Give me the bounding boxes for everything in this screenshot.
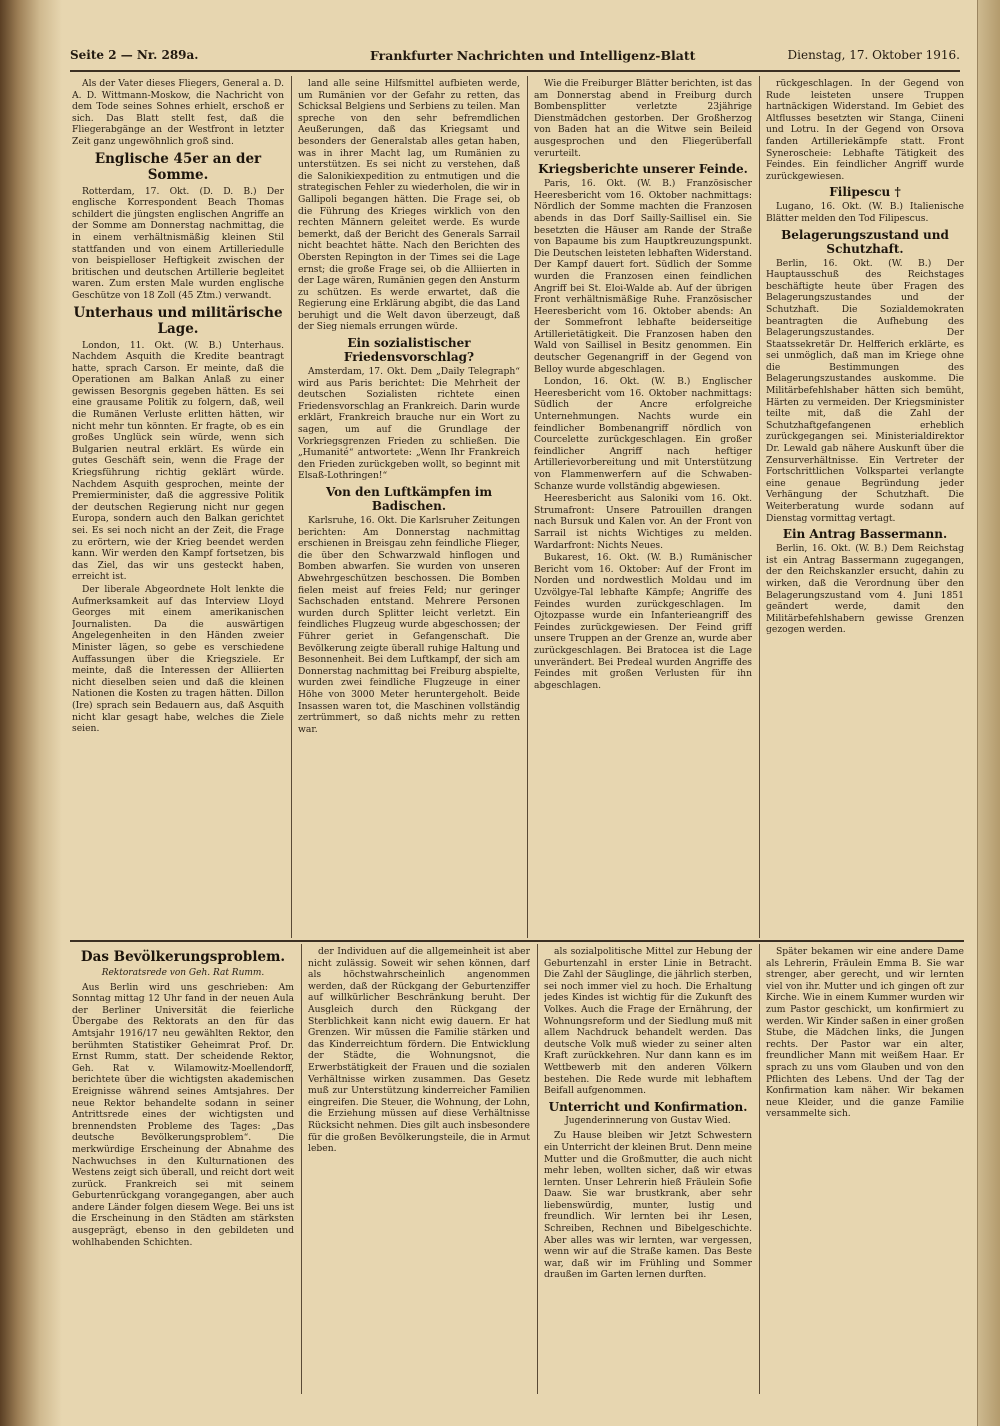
column-2 [298,78,520,936]
article-text: London, 11. Okt. (W. B.) Unterhaus. Nachdem Asquith die Kredite beantragt hatte, sprach Carson. Er meinte, daß die Operationen am Balkan Anlaß zu einer gewissen Besorgnis gegeben hätten. Es sei eine grausame Politik zu folgern, daß, weil die Rumänen Verluste erlitten hätten, wir nicht mehr tun könnten. Er fragte, ob es ein großes Unglück sein würde, wenn sich Bulgarien neutral erklärt. Es würde ein gutes Geschäft sein, wenn die Frage der Kriegsführung richtig geklärt würde. Nachdem Asquith gesprochen, meinte der Premierminister, daß die aggressive Politik der deutschen Regierung nicht nur gegen Europa, sondern auch den Balkan gerichtet sei. Es sei noch nicht an der Zeit, die Frage zu erörtern, wie der Krieg beendet werden kann. Wir werden den Kampf fortsetzen, bis das Ziel, das wir uns gesteckt haben, erreicht ist. [72,339,284,583]
column-1 [72,78,284,936]
feuilleton-headline: Das Bevölkerungsproblem. [80,949,286,965]
column-rule [537,944,538,1394]
headline: Belagerungszustand und Schutzhaft. [781,227,949,256]
lower-column-2 [308,946,530,1392]
masthead-title: Frankfurter Nachrichten und Intelligenz-Blatt [370,48,696,63]
article-text: Der liberale Abgeordnete Holt lenkte die Aufmerksamkeit auf das Interview Lloyd Georges mit einem amerikanischen Journalisten. Da die auswärtigen Angelegenheiten in den Händen zweier Minister lägen, so gebe es verschiedene Auffassungen über die Kriegsziele. Er meinte, daß die Interessen der Alliierten nicht dieselben seien und daß die kleinen Nationen die Kosten zu tragen hätten. Dillon (Ire) sprach sein Bedauern aus, daß Asquith nicht klar gesagt habe, welches die Ziele seien. [72,583,284,735]
article-text: Aus Berlin wird uns geschrieben: Am Sonntag mittag 12 Uhr fand in der neuen Aula der Berliner Universität die feierliche Übergabe des Rektorats an den für das Amtsjahr 1916/17 neu gewählten Rektor, den berühmten Statistiker Geheimrat Prof. Dr. Ernst Rumm, statt. Der scheidende Rektor, Geh. Rat v. Wilamowitz-Moellendorff, berichtete über die wichtigsten akademischen Ereignisse während seines Amtsjahres. Der neue Rektor behandelte sodann in seiner Antrittsrede eines der wichtigsten und brennendsten Probleme des Tages: „Das deutsche Bevölkerungsproblem“. Die merkwürdige Erscheinung der Abnahme des Nachwuchses in den Kulturnationen des Westens zeigt sich überall, und reicht dort weit zurück. Frankreich sei mit seinem Geburtenrückgang vorangegangen, aber auch andere Länder folgen diesem Wege. Bei uns ist die Erscheinung in den Städten am stärksten ausgeprägt, ebenso in den gebildeten und wohlhabenden Schichten. [72,981,294,1248]
headline: Ein Antrag Bassermann. [782,527,948,542]
article-text: rückgeschlagen. In der Gegend von Rude leisteten unsere Truppen hartnäckigen Widerstand. Im Gebiet des Altflusses besetzten wir Stanga, Ciineni und Lotru. In der Gegend von Orsova fanden Artilleriekämpfe statt. Front Syneroscheie: Lebhafte Tätigkeit des Feindes. Ein feindlicher Angriff wurde zurückgewiesen. [766,78,964,182]
article-text: Berlin, 16. Okt. (W. B.) Dem Reichstag ist ein Antrag Bassermann zugegangen, der den Reichskanzler ersucht, dahin zu wirken, daß die Verordnung über den Belagerungszustand vom 4. Juni 1851 geändert werde, damit den Militärbefehlshabern gewisse Grenzen gezogen werden. [766,543,964,636]
adjacent-page-edge [977,0,1000,1426]
article-text: Amsterdam, 17. Okt. Dem „Daily Telegraph“ wird aus Paris berichtet: Die Mehrheit der deutschen Sozialisten richtete einen Friedensvorschlag an Frankreich. Darin wurde erklärt, Frankreich brauche nur ein Wort zu sagen, um auf die Grundlage der Vorkriegsgrenzen Frieden zu schließen. Die „Humanité“ antwortete: „Wenn Ihr Frankreich den Frieden zurückgeben wollt, so beginnt mit Elsaß-Lothringen!“ [298,366,520,482]
article-text: London, 16. Okt. (W. B.) Englischer Heeresbericht vom 16. Oktober nachmittags: Südlich der Ancre erfolgreiche Unternehmungen. Nachts wurde ein feindlicher Bombenangriff nördlich von Courcelette zurückgeschlagen. Ein großer feindlicher Angriff nach heftiger Artillerievorbereitung und mit Unterstützung von Flammenwerfern auf die Schwaben-Schanze wurde vollständig abgewiesen. [534,376,752,492]
article-text: Karlsruhe, 16. Okt. Die Karlsruher Zeitungen berichten: Am Donnerstag nachmittag erschienen in Breisgau zehn feindliche Flieger, die über den Schwarzwald hinflogen und Bomben abwarfen. Sie wurden von unseren Abwehrgeschützen beschossen. Die Bomben fielen meist auf freies Feld; nur geringer Sachschaden entstand. Mehrere Personen wurden durch Splitter leicht verletzt. Ein feindliches Flugzeug wurde abgeschossen; der Führer geriet in Gefangenschaft. Die Bevölkerung zeigte überall ruhige Haltung und Besonnenheit. Bei dem Luftkampf, der sich am Donnerstag nachmittag bei Freiburg abspielte, wurden zwei feindliche Flugzeuge in einer Höhe von 3000 Meter heruntergeholt. Beide Insassen waren tot, die Maschinen vollständig zertrümmert, so daß nichts mehr zu retten war. [298,515,520,735]
headline: Kriegsberichte unserer Feinde. [538,162,748,177]
section-rule [70,940,964,942]
article-text: der Individuen auf die allgemeinheit ist aber nicht zulässig. Soweit wir sehen können, darf als höchstwahrscheinlich angenommen werden, daß der Rückgang der Geburtenziffer auf willkürlicher Beschränkung beruht. Der Ausgleich durch den Rückgang der Sterblichkeit kann nicht ewig dauern. Er hat Grenzen. Wir müssen die Familie stärken und das Kinderreichtum fördern. Die Entwicklung der Städte, die Wohnungsnot, die Erwerbstätigkeit der Frauen und die sozialen Verhältnisse wirken zusammen. Das Gesetz muß zur Unterstützung kinderreicher Familien eingreifen. Die Steuer, die Wohnung, der Lohn, die Erziehung müssen auf diese Verhältnisse Rücksicht nehmen. Dies gilt auch insbesondere für die großen Bevölkerungsteile, die in Armut leben. [308,946,530,1155]
page-number: Seite 2 — Nr. 289a. [70,48,199,62]
article-text: Wie die Freiburger Blätter berichten, ist das am Donnerstag abend in Freiburg durch Bombensplitter verletzte 23jährige Dienstmädchen gestorben. Der Großherzog von Baden hat an die Witwe sein Beileid ausgesprochen und den Fliegerüberfall verurteilt. [534,78,752,159]
column-rule [759,76,760,938]
column-rule [301,944,302,1394]
byline: Jugenderinnerung von Gustav Wied. [565,1115,731,1126]
column-rule [759,944,760,1394]
headline: Filipescu † [829,185,901,200]
article-lead: Als der Vater dieses Fliegers, General a. D. A. D. Wittmann-Moskow, die Nachricht von dem Tode seines Sohnes erhielt, erschoß er sich. Das Blatt stellt fest, daß die Fliegerabgänge an der Westfront in letzter Zeit ganz ungewöhnlich groß sind. [72,78,284,147]
headline: Ein sozialistischer Friedensvorschlag? [343,336,475,365]
article-text: Später bekamen wir eine andere Dame als Lehrerin, Fräulein Emma B. Sie war strenger, aber gerecht, und wir lernten viel von ihr. Mutter und ich gingen oft zur Kirche. Wie in einem Kummer wurden wir zum Pastor geschickt, um konfirmiert zu werden. Wir Kinder saßen in einer großen Stube, die Mädchen links, die Jungen rechts. Der Pastor war ein alter, freundlicher Mann mit weißem Haar. Er sprach zu uns vom Glauben und von den Pflichten des Lebens. Und der Tag der Konfirmation kam näher. Wir bekamen neue Kleider, und die ganze Familie versammelte sich. [766,946,964,1120]
lower-column-3 [544,946,752,1392]
article-text: Rotterdam, 17. Okt. (D. D. B.) Der englische Korrespondent Beach Thomas schildert die jüngsten englischen Angriffe an der Somme am Donnerstag nachmittag, die in einem verhältnismäßig kleinen Stil stattfanden und von einem Artilleriedulle von beispielloser Heftigkeit zwischen der britischen und deutschen Artillerie begleitet waren. Zum ersten Male wurden englische Geschütze von 18 Zoll (45 Ztm.) verwandt. [72,185,284,301]
article-text: Lugano, 16. Okt. (W. B.) Italienische Blätter melden den Tod Filipescus. [766,201,964,224]
column-rule [291,76,292,938]
headline: Englische 45er an der Somme. [94,150,262,183]
headline: Von den Luftkämpfen im Badischen. [325,485,493,513]
feuilleton-subtitle: Rektoratsrede von Geh. Rat Rumm. [101,968,265,978]
article-text: Berlin, 16. Okt. (W. B.) Der Hauptausschuß des Reichstages beschäftigte heute über Fragen des Belagerungszustandes und der Schutzhaft. Die Sozialdemokraten beantragten die Aufhebung des Belagerungszustandes. Der Staatssekretär Dr. Helfferich erklärte, es sei unmöglich, daß man im Kriege ohne die Bestimmungen des Belagerungszustandes auskomme. Die Militärbefehlshaber hätten sich bemüht, Härten zu vermeiden. Der Kriegsminister teilte mit, daß die Zahl der Schutzhaftgefangenen erheblich zurückgegangen sei. Ministerialdirektor Dr. Lewald gab nähere Auskunft über die Zensurverhältnisse. Ein Vertreter der Fortschrittlichen Volkspartei verlangte eine genaue Begründung jeder Verhängung der Schutzhaft. Die Weiterberatung wurde sodann auf Dienstag vormittag vertagt. [766,257,964,524]
column-3 [534,78,752,936]
article-text: als sozialpolitische Mittel zur Hebung der Geburtenzahl in erster Linie in Betracht. Die Zahl der Säuglinge, die jährlich sterben, sei noch immer viel zu hoch. Die Erhaltung jedes Kindes ist wichtig für die Zukunft des Volkes. Auch die Frage der Ernährung, der Wohnungsreform und der Siedlung muß mit allem Nachdruck behandelt werden. Das deutsche Volk muß wieder zu seiner alten Kraft zurückkehren. Nur dann kann es im Wettbewerb mit den anderen Völkern bestehen. Die Rede wurde mit lebhaftem Beifall aufgenommen. [544,946,752,1097]
article-text: Zu Hause bleiben wir Jetzt Schwestern ein Unterricht der kleinen Brut. Denn meine Mutter und die Großmutter, die auch nicht mehr leben, wollten sicher, daß wir etwas lernten. Unser Lehrerin hieß Fräulein Sofie Daaw. Sie war brustkrank, aber sehr liebenswürdig, munter, lustig und freundlich. Wir lernten bei ihr Lesen, Schreiben, Rechnen und Bibelgeschichte. Aber alles was wir lernten, war vergessen, wenn wir auf die Straße kamen. Das Beste war, daß wir im Frühling und Sommer draußen im Garten lernen durften. [544,1130,752,1281]
lower-column-4 [766,946,964,1392]
column-rule [527,76,528,938]
article-text: Bukarest, 16. Okt. (W. B.) Rumänischer Bericht vom 16. Oktober: Auf der Front im Norden und nordwestlich Moldau und im Uzvölgye-Tal lebhafte Kämpfe; Angriffe des Feindes wurden zurückgeschlagen. Im Ojtozpasse wurde ein Infanterieangriff des Feindes zurückgewiesen. Der Feind griff unsere Truppen an der Grenze an, wurde aber zurückgeschlagen. Bei Bratocea ist die Lage unverändert. Bei Predeal wurden Angriffe des Feindes mit großen Verlusten für ihn abgeschlagen. [534,552,752,691]
headline: Unterricht und Konfirmation. [548,1099,748,1114]
column-4 [766,78,964,936]
article-text: Paris, 16. Okt. (W. B.) Französischer Heeresbericht vom 16. Oktober nachmittags: Nördlich der Somme machten die Franzosen abends in das Dorf Sailly-Saillisel ein. Sie besetzten die Häuser am Rande der Straße von Bapaume bis zum Hauptkreuzungspunkt. Die Deutschen leisteten lebhaften Widerstand. Der Kampf dauert fort. Südlich der Somme wurden die Franzosen einen feindlichen Angriff bei St. Eloi-Walde ab. Auf der übrigen Front verhältnismäßige Ruhe. Französischer Heeresbericht vom 16. Oktober abends: An der Sommefront lebhafte beiderseitige Artillerietätigkeit. Die Franzosen haben den Wald von Saillisel in Besitz genommen. Ein deutscher Gegenangriff in der Gegend von Belloy wurde abgeschlagen. [534,178,752,375]
article-text: land alle seine Hilfsmittel aufbieten werde, um Rumänien vor der Gefahr zu retten, das Schicksal Belgiens und Serbiens zu teilen. Man spreche von den sehr befremdlichen Aeußerungen, daß das Kriegsamt und besonders der Generalstab alles getan haben, was in ihrer Macht lag, um Rumänien zu unterstützen. Es sei nicht zu verstehen, daß die Salonikiexpedition zu entmutigen und die strategischen Fehler zu wiederholen, die wir in Gallipoli begangen hätten. Die Frage sei, ob die Führung des Krieges wirklich von den rechten Männern geleitet werde. Es wurde bemerkt, daß der Bericht des Generals Sarrail nicht beachtet hätte. Nach den Berichten des Obersten Repington in der Times sei die Lage ernst; die große Frage sei, ob die Alliierten in der Lage wären, Rumänien gegen den Ansturm zu schützen. Es werde erwartet, daß die Regierung eine Erklärung abgibt, die das Land beruhigt und die Welt davon überzeugt, daß der Sieg niemals errungen würde. [298,78,520,333]
page-header [70,46,960,72]
headline: Unterhaus und militärische Lage. [73,304,283,337]
article-text: Heeresbericht aus Saloniki vom 16. Okt. Strumafront: Unsere Patrouillen drangen nach Bursuk und Kalen vor. An der Front von Sarrail ist nichts Wichtiges zu melden. Wardarfront: Nichts Neues. [534,493,752,551]
issue-date: Dienstag, 17. Oktober 1916. [787,48,960,62]
lower-column-1 [72,946,294,1392]
